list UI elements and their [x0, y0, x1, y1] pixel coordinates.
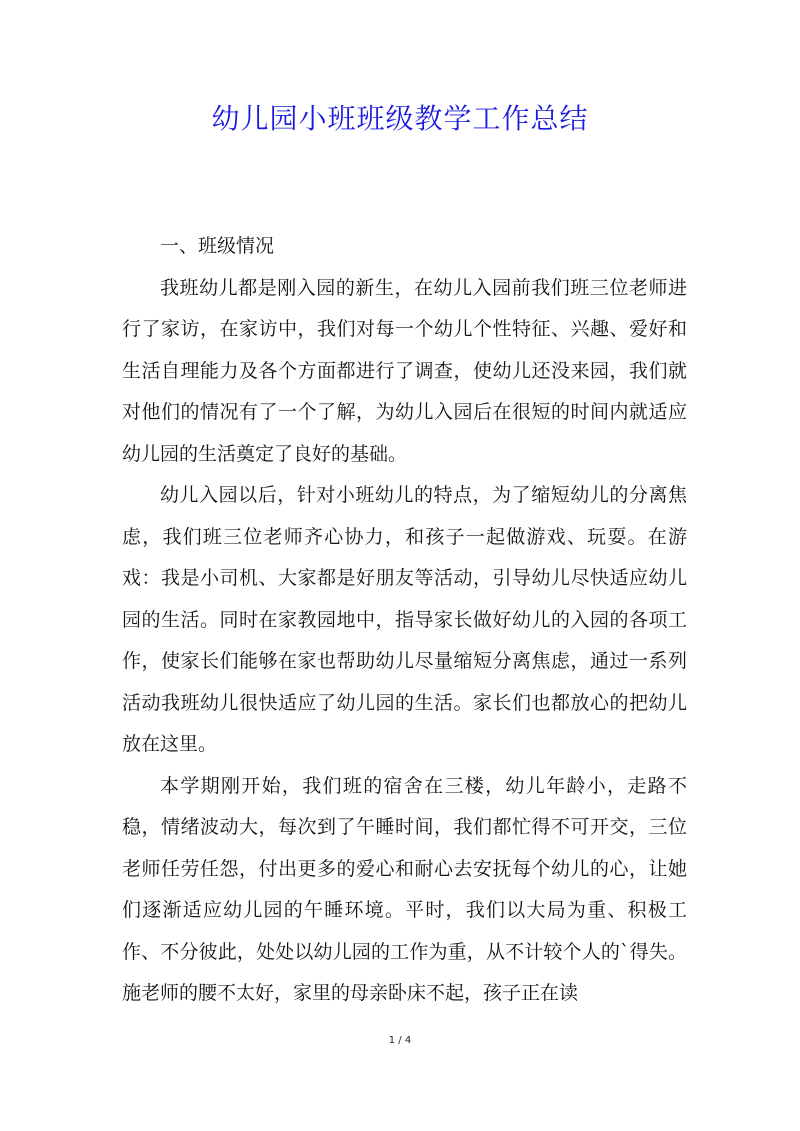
document-title: 幼儿园小班班级教学工作总结	[211, 102, 589, 135]
page-number: 1 / 4	[388, 1035, 412, 1046]
body-paragraph: 幼儿入园以后，针对小班幼儿的特点，为了缩短幼儿的分离焦虑，我们班三位老师齐心协力，和孩子一起做游戏、玩耍。在游戏：我是小司机、大家都是好朋友等活动，引导幼儿尽快适应幼儿园的生活。同时在家教园地中，指导家长做好幼儿的入园的各项工作，使家长们能够在家也帮助幼儿尽量缩短分离焦虑，通过一系列活动我班幼儿很快适应了幼儿园的生活。家长们也都放心的把幼儿放在这里。	[122, 484, 687, 755]
document-body	[122, 226, 687, 1015]
section-heading: 一、班级情况	[160, 235, 275, 257]
body-paragraph: 我班幼儿都是刚入园的新生，在幼儿入园前我们班三位老师进行了家访，在家访中，我们对每一个幼儿个性特征、兴趣、爱好和生活自理能力及各个方面都进行了调查，使幼儿还没来园，我们就对他们的情况有了一个了解，为幼儿入园后在很短的时间内就适应幼儿园的生活奠定了良好的基础。	[122, 276, 687, 465]
body-paragraph: 本学期刚开始，我们班的宿舍在三楼，幼儿年龄小，走路不稳，情绪波动大，每次到了午睡时间，我们都忙得不可开交，三位老师任劳任怨，付出更多的爱心和耐心去安抚每个幼儿的心，让她们逐渐适应幼儿园的午睡环境。平时，我们以大局为重、积极工作、不分彼此，处处以幼儿园的工作为重，从不计较个人的`得失。施老师的腰不太好，家里的母亲卧床不起，孩子正在读	[122, 774, 687, 1004]
